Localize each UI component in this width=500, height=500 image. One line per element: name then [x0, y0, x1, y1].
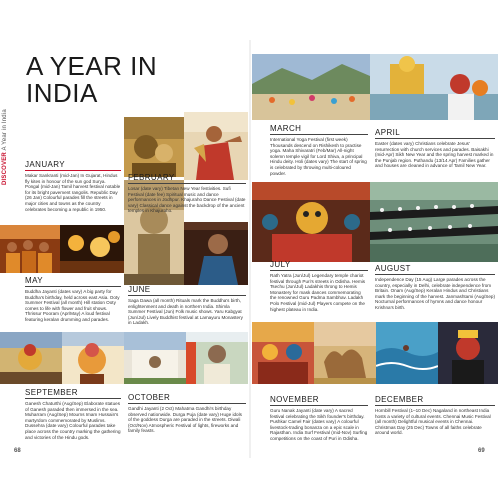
photo-hornbill-festival	[438, 322, 498, 384]
month-text: Saga Dawa (all month) Rituals mark the Buddha's birth, enlightenment and death in northern India. Shimla Summer Festival (Jun) Folk music shows. Yaru Kabgyat (Jun/Jul) Lively Buddhist festival at Lamayuru Monastery in Ladakh.	[128, 298, 243, 326]
page-number-left: 68	[14, 448, 21, 454]
photo-ganesh-idol	[62, 332, 124, 384]
page-title-line1: A YEAR IN	[26, 51, 158, 81]
photo-praying-woman	[184, 222, 248, 285]
photo-surfing	[376, 322, 438, 384]
month-heading: JULY	[270, 260, 368, 271]
month-july	[270, 260, 368, 312]
month-february	[128, 173, 246, 214]
photo-ganesh-procession	[0, 332, 62, 384]
month-december	[375, 395, 495, 436]
month-text: Makar Sankranti (mid-Jan) In Gujarat, Hindus fly kites in honour of the sun god Surya. Pongal (mid-Jan) Tamil harvest festival notable for its bright pavement rangolis. Republic Day (26 Jan) Colourful parades fill the streets in major cities and towns as the country celebrates becoming a republic in 1950.	[25, 173, 121, 212]
month-heading: AUGUST	[375, 264, 495, 275]
month-heading: JUNE	[128, 285, 246, 296]
section-tab	[2, 90, 12, 185]
month-text: Independence Day (15 Aug) Large parades across the country, especially in Delhi, celebrate independence from Britain. Onam (Aug/Sep) Keralan Hindus and Christians mark the beginning of the harvest. Janmashtami (Aug/Sep) Nocturnal performances of hymns and dance honour Krishna's birth.	[375, 277, 496, 310]
month-september	[25, 388, 121, 440]
month-march	[270, 124, 368, 176]
month-text: Hornbill Festival (1–10 Dec) Nagaland in northeast India hosts a variety of cultural events. Chennai Music Festival (all month) Delightful musical events in Chennai. Christmas Day (25 Dec) Towns of all faiths celebrate around world.	[375, 408, 491, 436]
month-text: Gandhi Jayanti (2 Oct) Mahatma Gandhi's birthday observed nationwide. Durga Puja (date vary) Huge idols of the goddess Durga are paraded in the streets. Diwali (Oct/Nov) Atmospheric Festival of lights, fireworks and family feasts.	[128, 406, 242, 434]
month-heading: DECEMBER	[375, 395, 495, 406]
photo-sikh-devotees	[252, 322, 314, 384]
month-text: International Yoga Festival (first week) Thousands descend on Rishikesh to practise yoga. Maha Shivaratri (Feb/Mar) All-night solemn temple vigil for Lord Shiva, a principal Hindu deity. Holi (dates vary) The start of spring is celebrated by throwing multi-coloured powder.	[270, 137, 367, 176]
page-gutter	[249, 40, 251, 458]
month-april	[375, 128, 495, 169]
page-number-right: 69	[478, 448, 485, 454]
month-november	[270, 395, 368, 442]
photo-stone-carving	[124, 117, 184, 177]
photo-dancer	[184, 112, 248, 180]
month-january	[25, 160, 121, 212]
photo-lamps	[60, 225, 124, 273]
topic-label: A Year in India	[2, 109, 8, 151]
photo-camel-fair	[314, 322, 376, 384]
section-label: DISCOVER	[2, 152, 8, 185]
month-text: Guru Nanak Jayanti (date vary) A sacred festival celebrating the Sikh founder's birthday. Pushkar Camel Fair (dates vary) A colourful livestock-trading bonanza on a epic scale in Rajasthan. India Surf Festival (mid-Nov) Surfing competitions on the coast of Puri in Odisha.	[270, 408, 368, 441]
month-text: Easter (dates vary) Christians celebrate Jesus' resurrection with church services and parades. Baisakhi (mid-Apr) Sikh New Year and the spring harvest marked in the Punjab region. Puthandu (13/14 Apr) Families gather and houses are cleaned in advance of Tamil New Year.	[375, 141, 494, 169]
month-heading: MAY	[25, 276, 121, 287]
month-text: Ganesh Chaturthi (Aug/Sep) Elaborate statues of Ganesh paraded then immersed in the sea. Muharram (Aug/Sep) Mourns Imam Hussain's martyrdom commemorated by Muslims. Dussehra (date vary) Colourful parades take place across the country marking the gathering and victories of the Hindu gods.	[25, 401, 121, 440]
month-heading: SEPTEMBER	[25, 388, 121, 399]
photo-yoga-festival	[252, 54, 370, 120]
photo-gandhi-memorial	[124, 332, 186, 384]
month-june	[128, 285, 246, 326]
month-heading: APRIL	[375, 128, 495, 139]
photo-golden-temple	[370, 54, 498, 120]
month-heading: MARCH	[270, 124, 368, 135]
month-heading: OCTOBER	[128, 393, 246, 404]
page-title	[26, 53, 157, 107]
photo-mask-dance	[252, 182, 370, 262]
month-heading: JANUARY	[25, 160, 121, 171]
photo-gandhi-portrait	[186, 332, 248, 384]
month-text: Buddha Jayanti (dates vary) A big party for Buddha's birthday, held across east Asia. Ooty Summer Festival (all month) Hill station Ooty comes to life with flower and fruit shows. Thrissur Pooram (Apr/May) A loud festival featuring keralan drumming and parades.	[25, 289, 120, 322]
photo-snake-boats	[370, 182, 498, 262]
month-august	[375, 264, 495, 311]
month-october	[128, 393, 246, 434]
month-heading: FEBRUARY	[128, 173, 246, 184]
month-text: Rath Yatra (Jun/Jul) Legendary temple chariot festival through Puri's streets in Odisha. Hemis Tsechu (Jun/Jul) Ladakhis throng to Hemis Monastery for mask dances commemorating the renowned Guru Padma Sambhav. Ladakh Polo Festival (mid-Jul) Players compete on the highest plateau in India.	[270, 273, 366, 312]
page-title-line2: INDIA	[26, 78, 98, 108]
photo-buddhist-monks	[0, 225, 60, 273]
month-text: Losar (date vary) Tibetan New Year festivities. Sufi Festival (date fee) Spiritual music and dance performances in Jodhpur. Khajuraho Dance Festival (date vary) Classical dance against the backdrop of the ancient temples in Khajuraho.	[128, 186, 246, 214]
month-heading: NOVEMBER	[270, 395, 368, 406]
month-may	[25, 276, 121, 323]
